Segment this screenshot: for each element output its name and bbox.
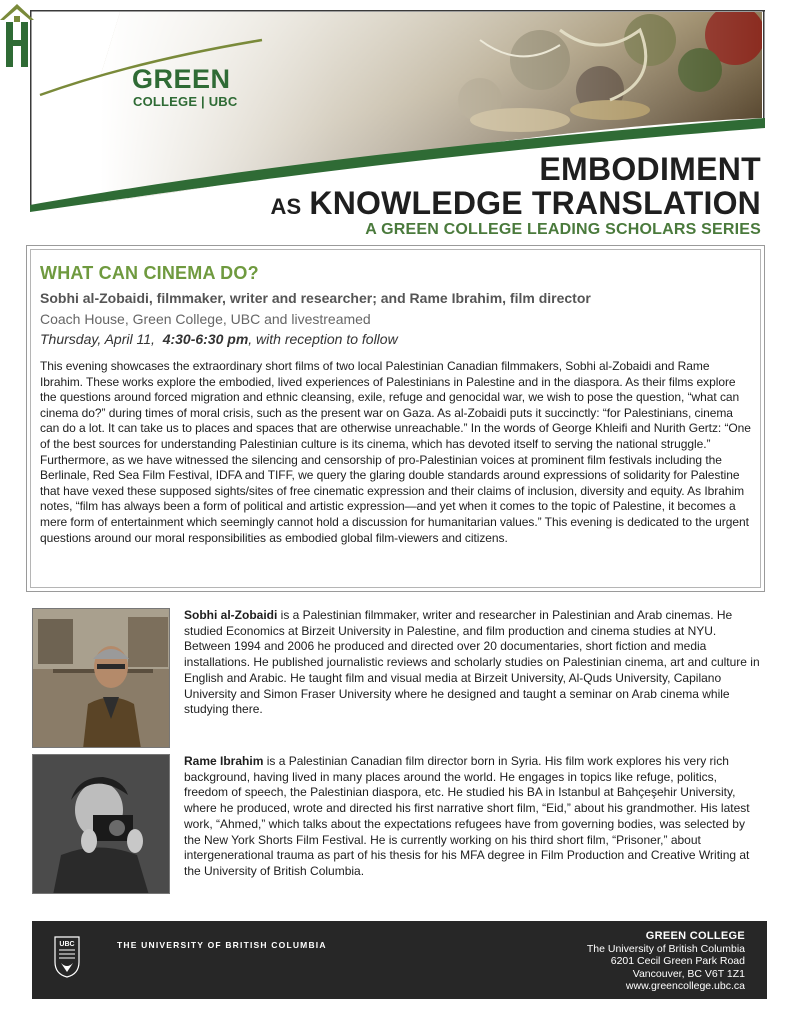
footer [32, 921, 767, 999]
event-box-inner [30, 249, 761, 588]
photo-sobhi [32, 608, 170, 748]
event-title: WHAT CAN CINEMA DO? [40, 263, 259, 283]
footer-addr-line1: The University of British Columbia [586, 942, 745, 955]
footer-website-link[interactable]: www.greencollege.ubc.ca [625, 980, 745, 992]
photo-rame [32, 754, 170, 894]
event-description: This evening showcases the extraordinary short films of two local Palestinian Canadian filmmakers, Sobhi al-Zobaidi and Rame Ibrahim. These works explore the embodied, lived experiences of Palestinians in Palestine and in the diaspora. As their films explore the questions around forced migration and ethnic cleansing, exile, refuge and genocidal war, we wish to pose the question, “what can cinema do?” during times of moral crisis, such as the present war on Gaza. As al-Zobaidi puts it succinctly: “for Palestinians, cinema can do a lot. It can take us to places and spaces that are otherwise unreachable.” In the words of George Khleifi and Nurith Gertz: “One of the best sources for understanding Palestinian culture is its cinema, which has devoted itself to serving the national struggle.” Furthermore, as we have witnessed the silencing and censorship of pro-Palestinian voices at prominent film festivals including the Berlinale, Red Sea Film Festival, IDFA and TIFF, we query the glaring double standards around expressions of solidarity for Palestine that have vexed these supposed sights/sites of free cinematic expression and their claims of inclusion, diversity and equity. As Ibrahim notes, “film has always been a form of political and artistic expression—and yet when it comes to the topic of Palestine, it becomes a mere form of entertainment which seemingly cannot hold a discussion for humanitarian values.” This evening is dedicated to the urgent questions around our moral responsibilities as embodied global film-viewers and citizens. [40, 359, 751, 545]
footer-address [587, 930, 745, 993]
event-speakers: Sobhi al-Zobaidi, filmmaker, writer and researcher; and Rame Ibrahim, film director [40, 290, 591, 306]
series-subtitle: A GREEN COLLEGE LEADING SCHOLARS SERIES [365, 221, 761, 238]
ubc-crest-label: UBC [59, 941, 75, 948]
event-time: 4:30-6:30 pm [162, 331, 249, 347]
logo-word-green: GREEN [132, 64, 231, 94]
event-datetime [40, 330, 751, 348]
footer-org: GREEN COLLEGE [645, 930, 745, 942]
footer-addr-line2: 6201 Cecil Green Park Road [610, 955, 745, 967]
ubc-crest-icon [54, 936, 80, 978]
event-box [26, 245, 765, 592]
ubc-name: THE UNIVERSITY OF BRITISH COLUMBIA [117, 940, 327, 950]
bio-rame [32, 754, 767, 896]
series-title-main: KNOWLEDGE TRANSLATION [309, 185, 761, 221]
bio-sobhi [32, 608, 767, 750]
bio-text-rame [184, 754, 764, 880]
bio-body-sobhi: is a Palestinian filmmaker, writer and researcher in Palestinian and Arab cinemas. He studied Economics at Birzeit University in Palestine, and film production and cinema studies at NYU. Between 1994 and 2006 he produced and directed over 20 documentaries, short fiction and media installations. He published journalistic reviews and scholarly studies on Palestinian cinema, art and culture in English and Arabic. He taught film and visual media at Birzeit University, Al-Quds University, Capilano University and Simon Fraser University where he designed and taught a seminar on Arab cinema while studying there. [184, 608, 760, 717]
event-location: Coach House, Green College, UBC and livestreamed [40, 311, 371, 327]
header-banner [0, 0, 791, 250]
bio-text-sobhi [184, 608, 764, 718]
event-date: Thursday, April 11, [40, 331, 155, 347]
event-reception: , with reception to follow [248, 331, 398, 347]
bio-name-rame: Rame Ibrahim [184, 754, 264, 768]
series-title-as: AS [270, 194, 302, 219]
series-title-line2 [270, 186, 761, 224]
bio-body-rame: is a Palestinian Canadian film director born in Syria. His film work explores his very rich background, having lived in many places around the world. He engages in topics like refuge, politics, freedom of speech, the Palestinian diaspora, etc. He studied his BA in Istanbul at Bahçeşehir University, where he produced, wrote and directed his first narrative short film, “Eid,” about his grandmother. His latest work, “Ahmed,” which talks about the expectations refugees have from governing bodies, was selected by the New York Shorts Film Festival. He is currently working on his third short film, “Prisoner,” about intergenerational trauma as part of his thesis for his MFA degree in Film Production and Creative Writing at the University of British Columbia. [184, 754, 750, 878]
logo-word-college-ubc: COLLEGE | UBC [133, 94, 238, 109]
series-title-line1: EMBODIMENT [539, 151, 761, 187]
footer-addr-line3: Vancouver, BC V6T 1Z1 [632, 967, 745, 980]
bio-name-sobhi: Sobhi al-Zobaidi [184, 608, 278, 622]
